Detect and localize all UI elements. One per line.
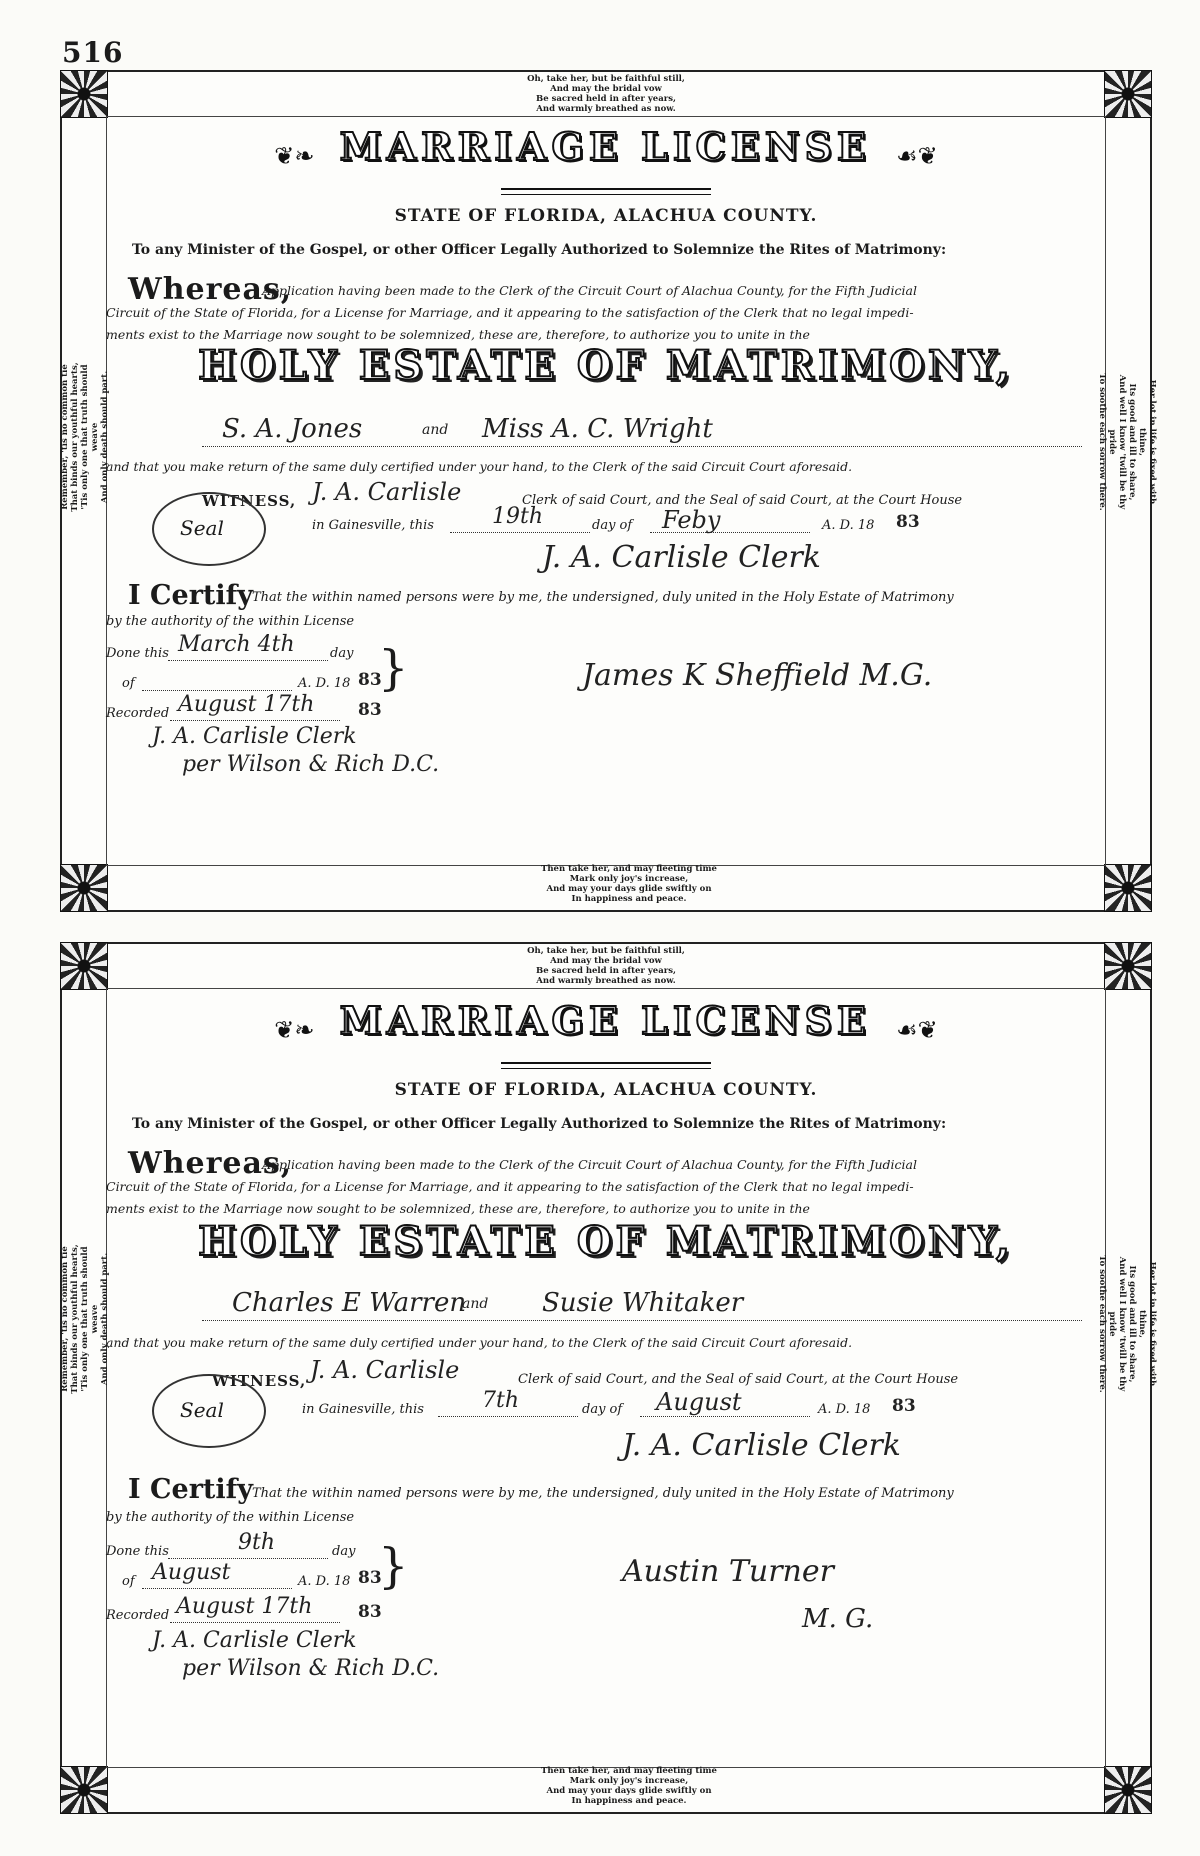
officiant-title: M. G. [802, 1604, 874, 1634]
of-text: of [122, 1574, 135, 1589]
court-seal [152, 492, 266, 566]
ornament-corner-icon [1104, 942, 1152, 990]
issue-month: Feby [662, 506, 721, 534]
scroll-ornament-icon: ☙❦ [896, 1015, 938, 1044]
return-text: and that you make return of the same duly certified under your hand, to the Clerk of the said Circuit Court aforesaid. [106, 1335, 853, 1350]
verse-left: Remember, 'tis no common tie That binds our youthful hearts, 'Tis only one that truth should weave And only death should part. [60, 362, 110, 512]
groom-name: Charles E Warren [232, 1288, 467, 1318]
recorded-text: Recorded [106, 1608, 170, 1623]
bride-name: Miss A. C. Wright [482, 414, 713, 444]
verse-bottom: Then take her, and may fleeting time Mark only joy's increase, And may your days glide swiftly on In happiness and peace. [541, 1766, 717, 1806]
witness-label: WITNESS, [202, 492, 297, 510]
and-word: and [462, 1296, 489, 1312]
officiant-signature: James K Sheffield M.G. [582, 658, 933, 693]
day-of-text: day of [582, 1402, 623, 1417]
issue-year: 83 [892, 1396, 916, 1416]
title-rule [501, 188, 711, 195]
done-year: 83 [358, 670, 382, 690]
gainesville-text: in Gainesville, this [302, 1402, 424, 1417]
recorded-line [170, 720, 340, 721]
done-this-text: Done this [106, 1544, 169, 1559]
whereas-heading: Whereas, [128, 272, 293, 307]
seal-text: Seal [180, 516, 224, 540]
done-day-line [168, 660, 328, 661]
groom-name: S. A. Jones [222, 414, 363, 444]
recorded-deputy: per Wilson & Rich D.C. [182, 1656, 440, 1681]
minister-address: To any Minister of the Gospel, or other Officer Legally Authorized to Solemnize the Rites of Matrimony: [132, 242, 947, 258]
witness-clerk-name: J. A. Carlisle [310, 1356, 460, 1384]
recorded-line [170, 1622, 340, 1623]
ornament-corner-icon [1104, 1766, 1152, 1814]
done-month-line [142, 690, 292, 691]
application-text-2: Circuit of the State of Florida, for a License for Marriage, and it appearing to the satisfaction of the Clerk that no legal impedi- [106, 1179, 914, 1194]
day-line [450, 532, 590, 533]
day-text: day [330, 646, 354, 661]
ornament-corner-icon [1104, 864, 1152, 912]
recorded-year: 83 [358, 1602, 382, 1622]
recorded-text: Recorded [106, 706, 170, 721]
application-text-3: ments exist to the Marriage now sought to be solemnized, these are, therefore, to authorize you to unite in the [106, 327, 810, 342]
clerk-signature: J. A. Carlisle Clerk [622, 1428, 901, 1463]
day-line [438, 1416, 578, 1417]
certify-text: That the within named persons were by me, the undersigned, duly united in the Holy Estate of Matrimony [252, 590, 954, 605]
license-title: MARRIAGE LICENSE [339, 124, 872, 169]
ornament-corner-icon [1104, 70, 1152, 118]
title-rule [501, 1062, 711, 1069]
scroll-ornament-icon: ☙❦ [896, 141, 938, 170]
verse-bottom: Then take her, and may fleeting time Mark only joy's increase, And may your days glide swiftly on In happiness and peace. [541, 864, 717, 904]
seal-text: Seal [180, 1398, 224, 1422]
scroll-ornament-icon: ❦❧ [274, 141, 315, 170]
certify-heading: I Certify [128, 580, 253, 611]
marriage-license-1 [60, 70, 1157, 912]
recorded-date: August 17th [176, 1594, 313, 1619]
recorded-date: August 17th [178, 692, 315, 717]
state-county: STATE OF FLORIDA, ALACHUA COUNTY. [394, 206, 818, 226]
done-day: 9th [238, 1530, 276, 1555]
holy-estate-heading: HOLY ESTATE OF MATRIMONY, [198, 1218, 1014, 1265]
verse-top: Oh, take her, but be faithful still, And may the bridal vow Be sacred held in after years, And warmly breathed as now. [527, 74, 685, 114]
recorded-year: 83 [358, 700, 382, 720]
issue-month: August [656, 1388, 742, 1416]
ornament-corner-icon [60, 70, 108, 118]
done-this-text: Done this [106, 646, 169, 661]
marriage-license-2 [60, 942, 1157, 1814]
issue-day: 19th [492, 504, 544, 529]
issue-day: 7th [482, 1388, 520, 1413]
authority-text: by the authority of the within License [106, 1510, 355, 1525]
done-day: March 4th [178, 632, 295, 657]
witness-label: WITNESS, [212, 1372, 307, 1390]
recorded-clerk: J. A. Carlisle Clerk [152, 1628, 357, 1653]
witness-clerk-name: J. A. Carlisle [312, 478, 462, 506]
gainesville-text: in Gainesville, this [312, 518, 434, 533]
application-text-3: ments exist to the Marriage now sought to be solemnized, these are, therefore, to authorize you to unite in the [106, 1201, 810, 1216]
clerk-signature: J. A. Carlisle Clerk [542, 540, 821, 575]
of-text: of [122, 676, 135, 691]
holy-estate-heading: HOLY ESTATE OF MATRIMONY, [198, 342, 1014, 389]
certify-text: That the within named persons were by me, the undersigned, duly united in the Holy Estate of Matrimony [252, 1486, 954, 1501]
clerk-court-text: Clerk of said Court, and the Seal of said Court, at the Court House [522, 493, 963, 508]
application-text-1: Application having been made to the Clerk of the Circuit Court of Alachua County, for the Fifth Judicial [262, 1157, 917, 1172]
day-of-text: day of [592, 518, 633, 533]
verse-left: Remember, 'tis no common tie That binds our youthful hearts, 'Tis only one that truth should weave And only death should part. [60, 1244, 110, 1394]
application-text-2: Circuit of the State of Florida, for a License for Marriage, and it appearing to the satisfaction of the Clerk that no legal impedi- [106, 305, 914, 320]
verse-right: Her lot in life is fixed with thine, Its good and ill to share, And well I know 'twill be thy pride To soothe each sorrow there. [1097, 373, 1157, 511]
recorded-deputy: per Wilson & Rich D.C. [182, 752, 440, 777]
day-text: day [332, 1544, 356, 1559]
ad-text: A. D. 18 [822, 518, 875, 533]
names-line [202, 1320, 1082, 1321]
return-text: and that you make return of the same duly certified under your hand, to the Clerk of the said Circuit Court aforesaid. [106, 459, 853, 474]
license-title: MARRIAGE LICENSE [339, 998, 872, 1043]
authority-text: by the authority of the within License [106, 614, 355, 629]
state-county: STATE OF FLORIDA, ALACHUA COUNTY. [394, 1080, 818, 1100]
recorded-clerk: J. A. Carlisle Clerk [152, 724, 357, 749]
done-ad-text: A. D. 18 [298, 1574, 351, 1589]
names-line [202, 446, 1082, 447]
verse-right: Her lot in life is fixed with thine, Its good and ill to share, And well I know 'twill be thy pride To soothe each sorrow there. [1097, 1255, 1157, 1393]
page-number: 516 [62, 36, 124, 69]
clerk-court-text: Clerk of said Court, and the Seal of said Court, at the Court House [518, 1372, 959, 1387]
verse-top: Oh, take her, but be faithful still, And may the bridal vow Be sacred held in after years, And warmly breathed as now. [527, 946, 685, 986]
issue-year: 83 [896, 512, 920, 532]
brace-icon: } [378, 1538, 409, 1594]
certify-heading: I Certify [128, 1474, 253, 1505]
done-month-line [142, 1588, 292, 1589]
bride-name: Susie Whitaker [542, 1288, 744, 1318]
ornament-corner-icon [60, 942, 108, 990]
scroll-ornament-icon: ❦❧ [274, 1015, 315, 1044]
month-line [640, 1416, 810, 1417]
officiant-signature: Austin Turner [622, 1554, 834, 1589]
and-word: and [422, 422, 449, 438]
ornament-corner-icon [60, 864, 108, 912]
minister-address: To any Minister of the Gospel, or other Officer Legally Authorized to Solemnize the Rites of Matrimony: [132, 1116, 947, 1132]
ornament-corner-icon [60, 1766, 108, 1814]
done-ad-text: A. D. 18 [298, 676, 351, 691]
done-year: 83 [358, 1568, 382, 1588]
done-month: August [152, 1560, 231, 1585]
court-seal [152, 1374, 266, 1448]
ad-text: A. D. 18 [818, 1402, 871, 1417]
done-day-line [168, 1558, 328, 1559]
application-text-1: Application having been made to the Clerk of the Circuit Court of Alachua County, for the Fifth Judicial [262, 283, 917, 298]
whereas-heading: Whereas, [128, 1146, 293, 1181]
brace-icon: } [378, 640, 409, 696]
